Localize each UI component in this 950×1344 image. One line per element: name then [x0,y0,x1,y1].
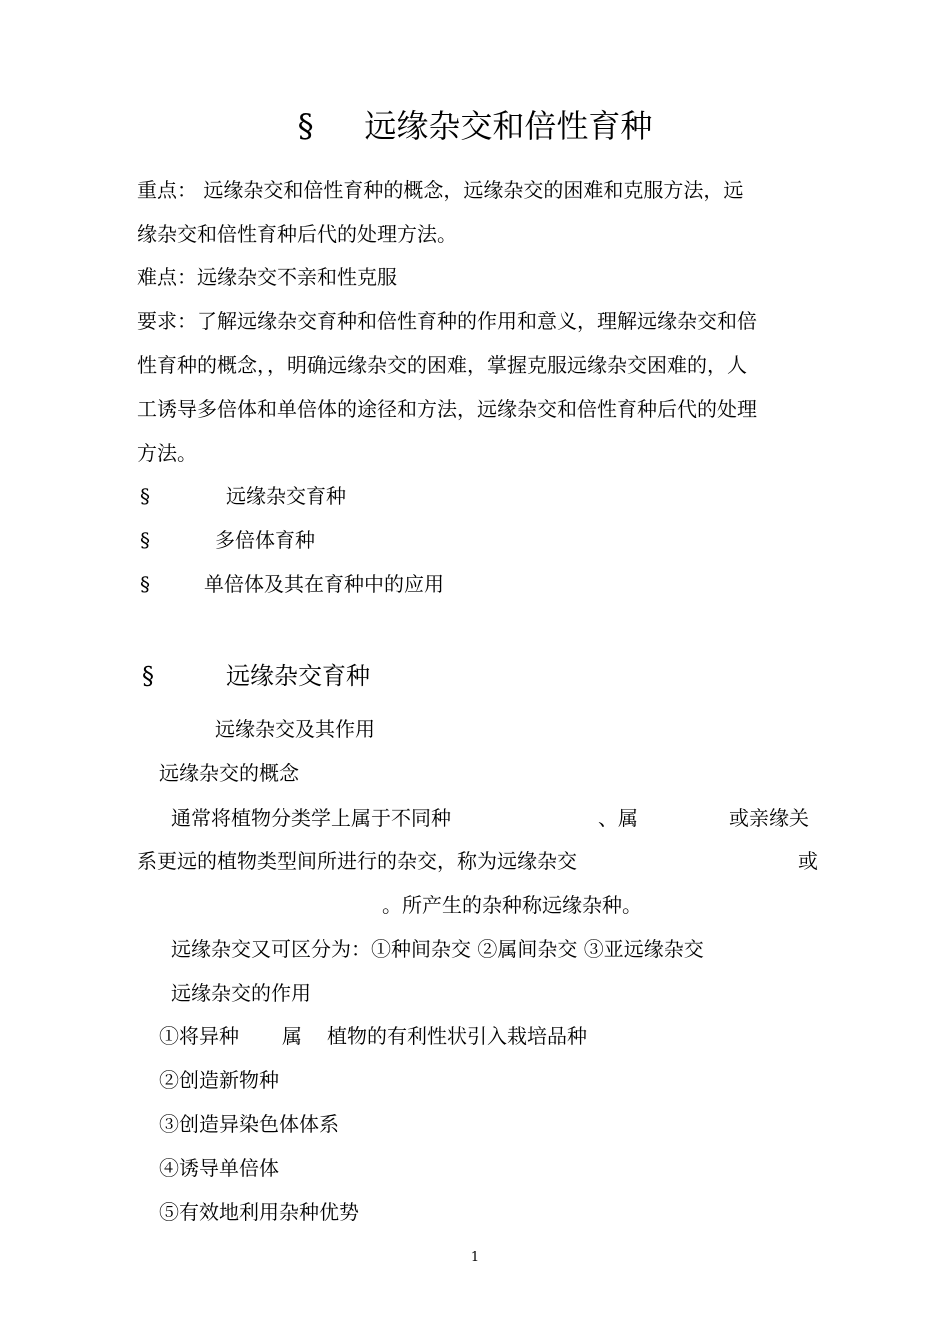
function-item: ⑤有效地利用杂种优势 [159,1200,359,1224]
key-points-line-2: 缘杂交和倍性育种后代的处理方法。 [137,222,457,246]
toc-mark: § [140,572,150,596]
difficulty-line: 难点：远缘杂交不亲和性克服 [137,265,397,289]
function-item: 属 [282,1024,302,1048]
toc-item-label: 多倍体育种 [215,528,315,552]
page-number: 1 [470,1250,480,1265]
key-points-line-1: 重点： 远缘杂交和倍性育种的概念，远缘杂交的困难和克服方法，远 [137,178,744,202]
function-item: ①将异种 [159,1024,239,1048]
requirements-line-3: 工诱导多倍体和单倍体的途径和方法，远缘杂交和倍性育种后代的处理 [137,397,757,421]
concept-text: 。所产生的杂种称远缘杂种。 [382,893,642,917]
section-subheading: 远缘杂交及其作用 [215,717,375,741]
function-title: 远缘杂交的作用 [171,981,311,1005]
concept-text: 、属 [598,806,638,830]
requirements-line-2: 性育种的概念，，明确远缘杂交的困难，掌握克服远缘杂交困难的，人 [137,353,747,377]
concept-text: 系更远的植物类型间所进行的杂交，称为远缘杂交 [137,849,577,873]
toc-mark: § [140,484,150,508]
toc-item-label: 单倍体及其在育种中的应用 [204,572,444,596]
toc-item-label: 远缘杂交育种 [226,484,346,508]
concept-text: 通常将植物分类学上属于不同种 [171,806,451,830]
function-item: ④诱导单倍体 [159,1156,279,1180]
function-item: ②创造新物种 [159,1068,279,1092]
toc-mark: § [140,528,150,552]
requirements-line-4: 方法。 [137,441,197,465]
section-heading: 远缘杂交育种 [226,662,370,690]
requirements-line-1: 要求：了解远缘杂交育种和倍性育种的作用和意义，理解远缘杂交和倍 [137,309,757,333]
page-title: § 远缘杂交和倍性育种 [297,107,653,145]
classification-text: 远缘杂交又可区分为：①种间杂交 ②属间杂交 ③亚远缘杂交 [171,937,704,961]
section-mark: § [142,662,154,690]
function-item: 植物的有利性状引入栽培品种 [327,1024,587,1048]
concept-title: 远缘杂交的概念 [159,761,299,785]
function-item: ③创造异染色体体系 [159,1112,339,1136]
concept-text: 或 [798,849,818,873]
concept-text: 或亲缘关 [729,806,809,830]
